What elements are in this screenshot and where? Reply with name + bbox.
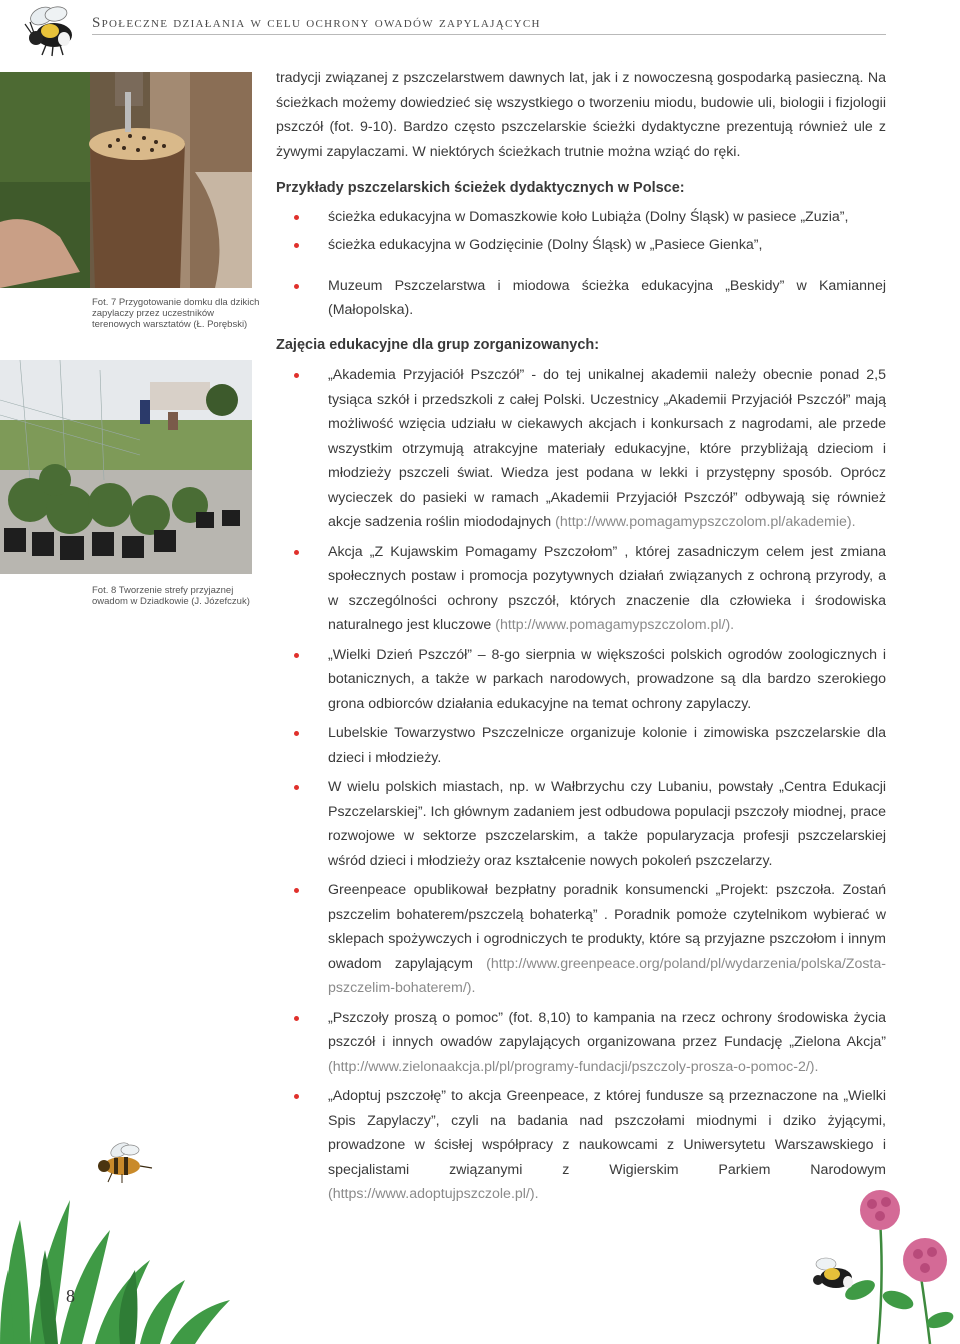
- list-item-text: „Akademia Przyjaciół Pszczół” - do tej unikalnej akademii należy obecnie ponad 2,5 tysiąca szkół i przedszkoli z całej Polski. Uczestnicy „Akademii Przyjaciół Pszczół” mają możliwość wzięcia udziału w ciekawych akcjach i konkursach z nagrodami, ale przede wszystkim otrzymują atrakcyjne materiały edukacyjne, które przybliżają dzieciom i młodzieży pszczeli świat. Wiedza jest podana w lekki i przystępny sposób. Oprócz wycieczek do pasieki w ramach „Akademii Przyjaciół Pszczół” odbywają się również akcje sadzenia roślin miododajnych: [328, 367, 886, 530]
- list-item: [276, 1006, 886, 1080]
- bullet-icon: [294, 373, 299, 378]
- bullet-icon: [294, 243, 299, 248]
- page-number: 8: [66, 1286, 75, 1306]
- running-header: Społeczne działania w celu ochrony owadów zapylających: [92, 15, 541, 31]
- section2-list: [276, 363, 886, 1207]
- list-item-link[interactable]: (http://www.greenpeace.org/poland/pl/wydarzenia/polska/Zosta-pszczelim-bohaterem/).: [328, 955, 886, 996]
- list-item-text: W wielu polskich miastach, np. w Wałbrzychu czy Lubaniu, powstały „Centra Edukacji Pszczelarskiej”. Ich głównym zadaniem jest odbudowa populacji pszczoły miodnej, prace rozwojowe w sektorze pszczelarskim, a także popularyzacja profesji pszczelarskiej wśród dzieci i młodzieży oraz kształcenie nowych pokoleń pszczelarzy.: [328, 779, 886, 869]
- caption-fot8: Fot. 8 Tworzenie strefy przyjaznej owadom w Dziadkowie (J. Józefczuk): [92, 585, 250, 607]
- bullet-icon: [294, 1094, 299, 1099]
- list-item: [276, 643, 886, 717]
- list-item-text: Muzeum Pszczelarstwa i miodowa ścieżka edukacyjna „Beskidy” w Kamiannej (Małopolska).: [328, 277, 886, 318]
- dandelion-leaves-illustration: [0, 1180, 260, 1344]
- list-item-text: ścieżka edukacyjna w Domaszkowie koło Lubiąża (Dolny Śląsk) w pasiece „Zuzia”,: [328, 208, 849, 225]
- list-item-text: „Adoptuj pszczołę” to akcja Greenpeace, z której fundusze są przeznaczone na „Wielki Spis Zapylaczy”, czyli na badania nad pszczołami miodnymi i dziko żyjącymi, prowadzone w ścisłej współpracy z naukowcami z Uniwersytetu Warszawskiego i specjalistami związanymi z Wigierskim Parkiem Narodowym: [328, 1088, 886, 1178]
- bullet-icon: [294, 1016, 299, 1021]
- list-item: [276, 363, 886, 535]
- bullet-icon: [294, 785, 299, 790]
- bullet-icon: [294, 284, 299, 289]
- list-item-text: Lubelskie Towarzystwo Pszczelnicze organizuje kolonie i zimowiska pszczelarskie dla dzieci i młodzieży.: [328, 725, 886, 766]
- bullet-icon: [294, 731, 299, 736]
- list-item: [276, 233, 886, 258]
- bullet-icon: [294, 888, 299, 893]
- intro-paragraph: tradycji związanej z pszczelarstwem dawnych lat, jak i z nowoczesną gospodarką pasieczną. Na ścieżkach możemy dowiedzieć się wszystkiego o tworzeniu miodu, budowie uli, biologii i fizjologii pszczół (fot. 9-10). Bardzo często pszczelarskie ścieżki dydaktyczne prezentują również ule z żywymi zapylaczami. W niektórych ścieżkach trutnie można wziąć do ręki.: [276, 70, 886, 160]
- list-item: [276, 721, 886, 770]
- list-item: [276, 540, 886, 638]
- caption-fot7: Fot. 7 Przygotowanie domku dla dzikich zapylaczy przez uczestników terenowych warsztatów (Ł. Porębski): [92, 297, 260, 330]
- bullet-icon: [294, 550, 299, 555]
- list-item-text: Akcja „Z Kujawskim Pomagamy Pszczołom” , której zasadniczym celem jest zmiana społecznych postaw i promocja pozytywnych działań związanych z ochroną przyrody, a w szczególności ochrony pszczół, których znaczenie dla człowieka i środowiska naturalnego jest kluczowe: [328, 543, 886, 633]
- list-item-text: „Wielki Dzień Pszczół” – 8-go sierpnia w większości polskich ogrodów zoologicznych i botanicznych, a także w parkach narodowych, prowadzone są dla bardzo szerokiego grona odbiorców działania edukacyjne na temat ochrony zapylaczy.: [328, 646, 886, 712]
- section1-list: [276, 205, 886, 323]
- bullet-icon: [294, 215, 299, 220]
- list-item: [276, 205, 886, 230]
- list-item-text: „Pszczoły proszą o pomoc” (fot. 8,10) to kampania na rzecz ochrony środowiska życia pszczół i innych owadów zapylających organizowana przez Fundację „Zielona Akcja”: [328, 1009, 886, 1050]
- photo-fot7: [0, 72, 252, 288]
- list-item-link[interactable]: (https://www.adoptujpszczole.pl/).: [328, 1186, 539, 1202]
- list-item-text: ścieżka edukacyjna w Godzięcinie (Dolny Śląsk) w „Pasiece Gienka”,: [328, 237, 763, 253]
- bee-logo-icon: [20, 2, 86, 58]
- bumblebee-illustration-icon: [806, 1256, 866, 1296]
- list-item: [276, 878, 886, 1001]
- list-item-link[interactable]: (http://www.pomagamypszczolom.pl/akademie).: [555, 514, 856, 530]
- list-item-link[interactable]: (http://www.zielonaakcja.pl/pl/programy-fundacji/pszczoly-prosza-o-pomoc-2/).: [328, 1058, 819, 1075]
- section1-heading: Przykłady pszczelarskich ścieżek dydaktycznych w Polsce:: [276, 180, 685, 196]
- list-item: [276, 274, 886, 323]
- section2-heading: Zajęcia edukacyjne dla grup zorganizowanych:: [276, 336, 600, 353]
- list-item-text: Greenpeace opublikował bezpłatny poradnik konsumencki „Projekt: pszczoła. Zostań pszczelim bohaterem/pszczelą bohaterką” . Poradnik pomoże czytelnikom wybierać w sklepach spożywczych i ogrodniczych te produkty, które są przyjazne pszczołom i innym owadom zapylającym: [328, 882, 886, 972]
- header-rule: [92, 34, 886, 35]
- main-text-column: [276, 66, 886, 1207]
- list-item: [276, 775, 886, 873]
- photo-fot8: [0, 360, 252, 574]
- list-item-link[interactable]: (http://www.pomagamypszczolom.pl/).: [495, 617, 735, 633]
- bullet-icon: [294, 653, 299, 658]
